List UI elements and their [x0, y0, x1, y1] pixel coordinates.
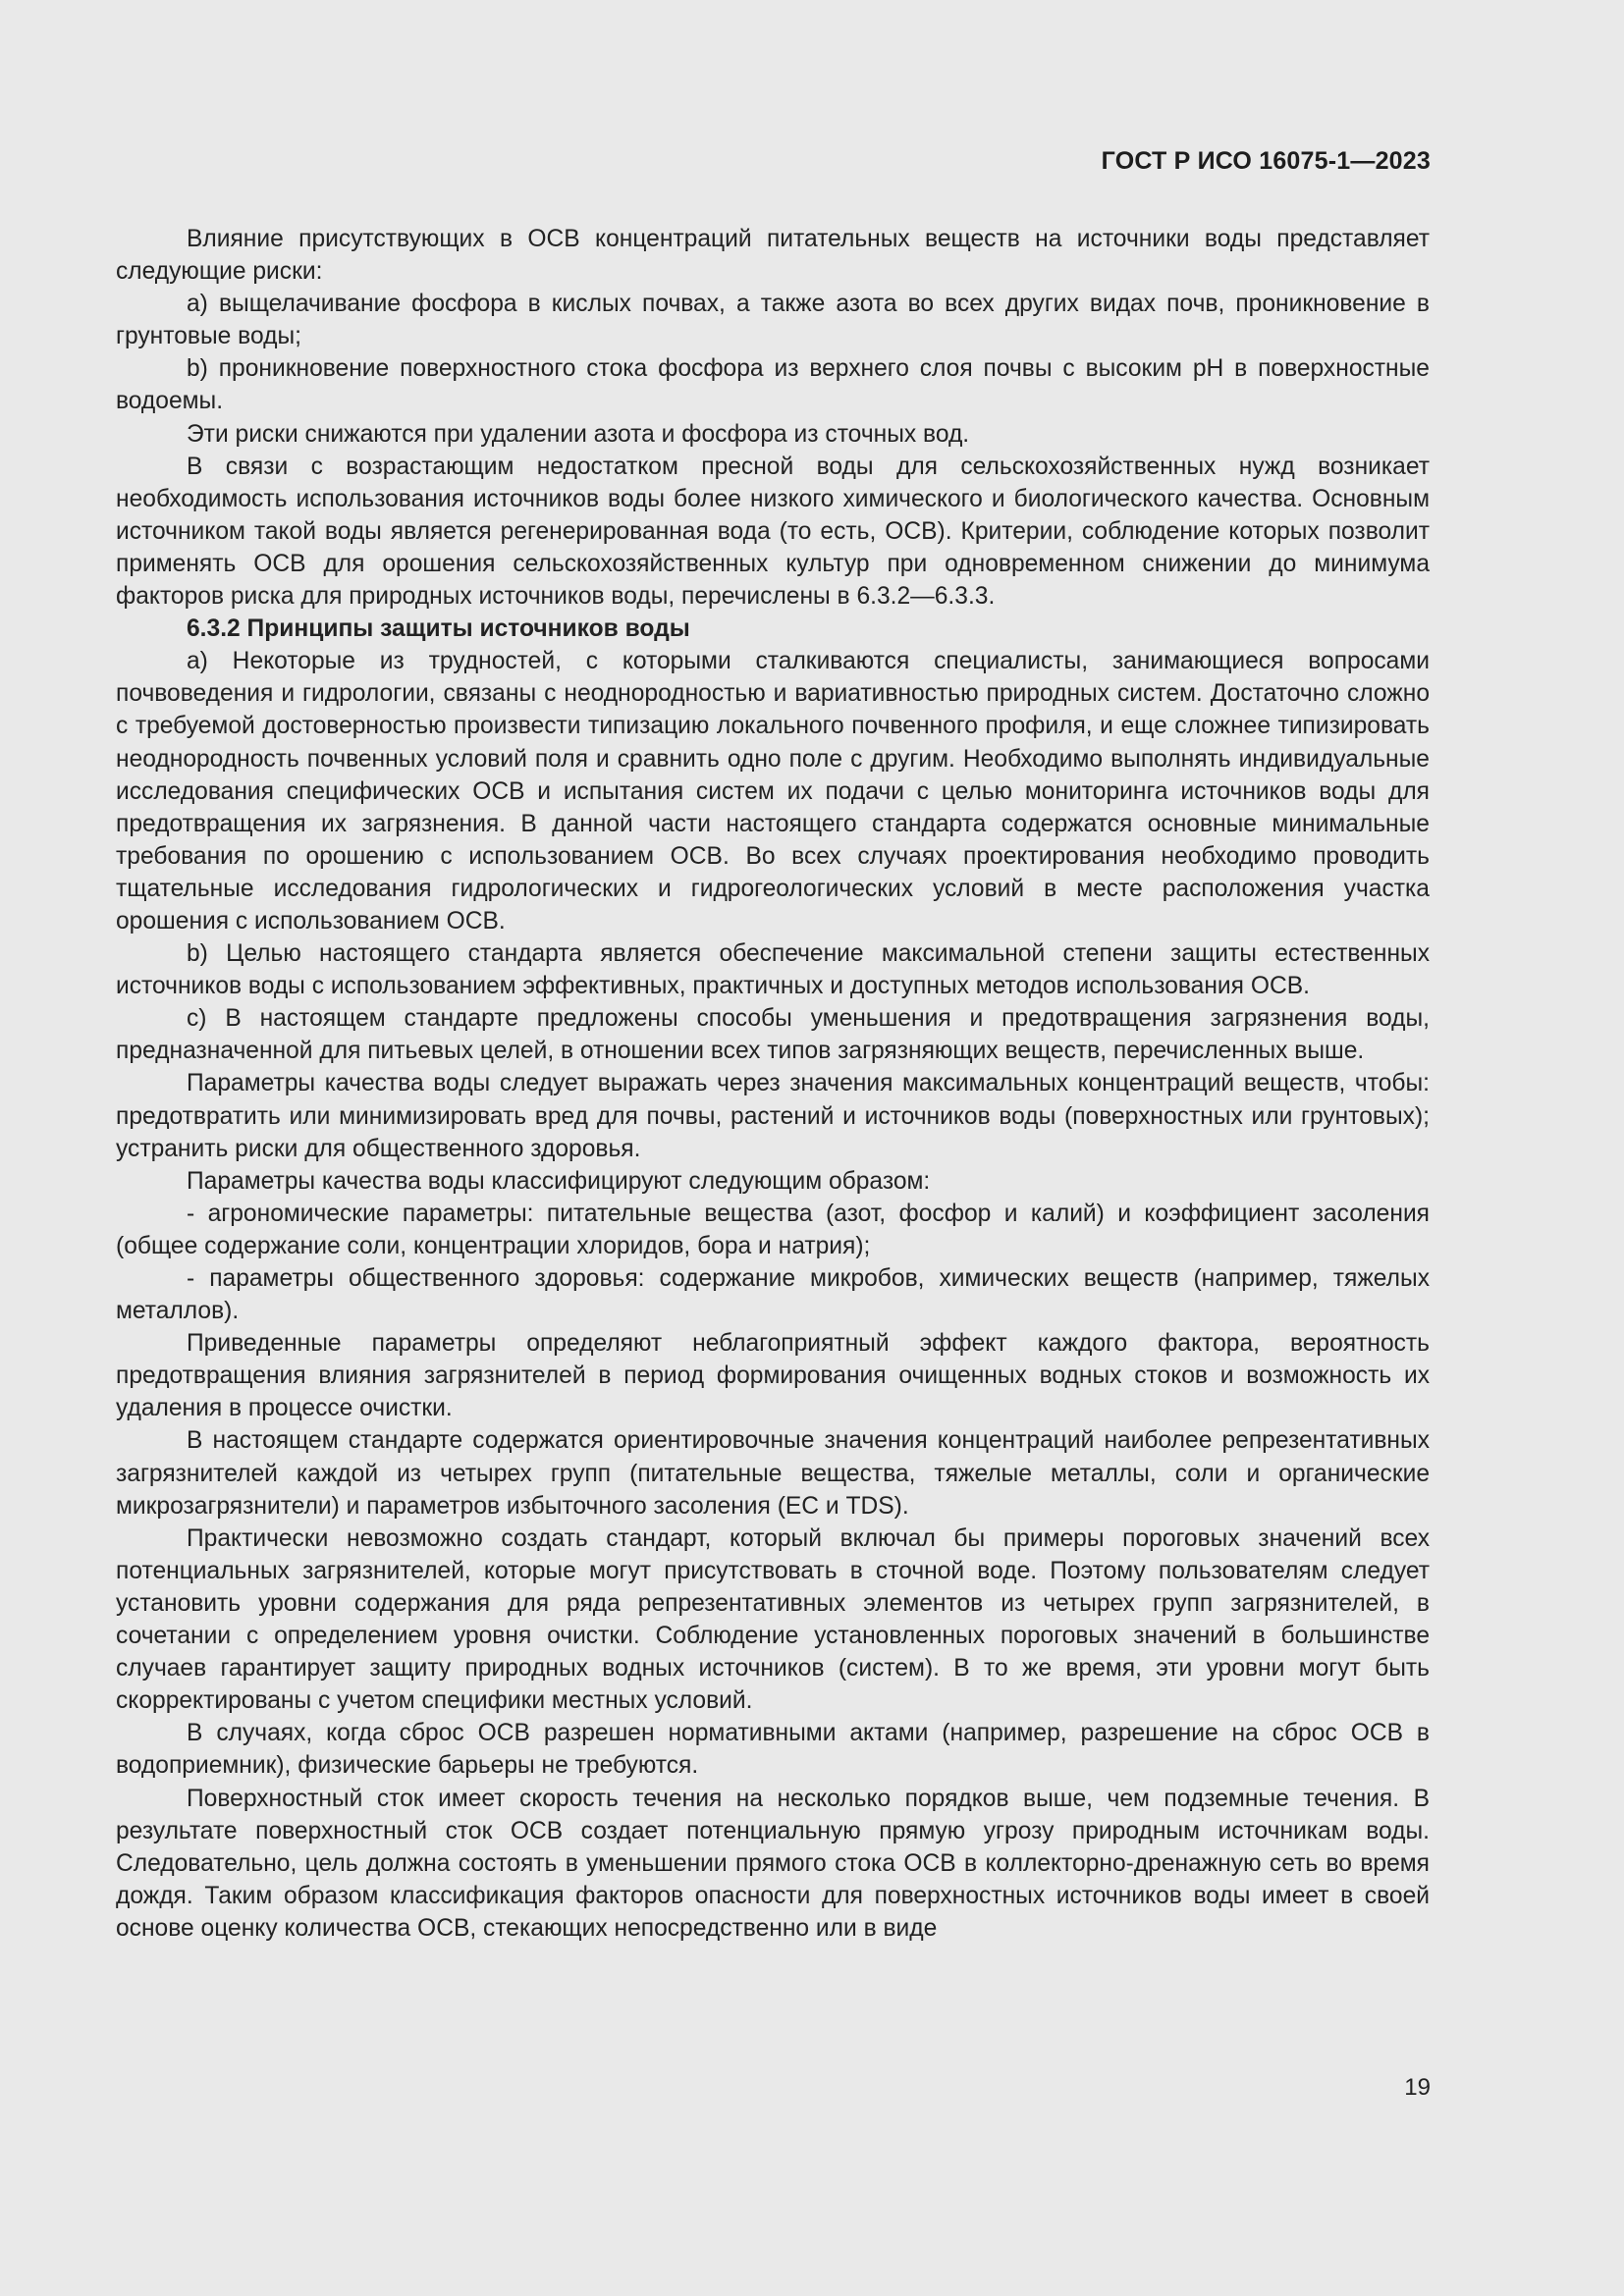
- paragraph: Практически невозможно создать стандарт, который включал бы примеры пороговых значений всех потенциальных загрязнителей, которые могут присутствовать в сточной воде. Поэтому пользователям следует установить уровни содержания для ряда репрезентативных элементов из четырех групп загрязнителей, в сочетании с определением уровня очистки. Соблюдение установленных пороговых значений в большинстве случаев гарантирует защиту природных водных источников (систем). В то же время, эти уровни могут быть скорректированы с учетом специфики местных условий.: [116, 1524, 1430, 1715]
- list-item-c: с) В настоящем стандарте предложены способы уменьшения и предотвращения загрязнения воды, предназначенной для питьевых целей, в отношении всех типов загрязняющих веществ, перечисленных выше.: [116, 1005, 1430, 1065]
- paragraph-intro: Влияние присутствующих в ОСВ концентраций питательных веществ на источники воды представляет следующие риски:: [116, 226, 1430, 286]
- list-item-b: b) Целью настоящего стандарта является обеспечение максимальной степени защиты естественных источников воды с использованием эффективных, практичных и доступных методов использования ОСВ.: [116, 940, 1430, 1000]
- paragraph: Параметры качества воды классифицируют следующим образом:: [187, 1167, 931, 1195]
- paragraph: В связи с возрастающим недостатком пресной воды для сельскохозяйственных нужд возникает необходимость использования источников воды более низкого химического и биологического качества. Основным источником такой воды является регенерированная вода (то есть, ОСВ). Критерии, соблюдение которых позволит применять ОСВ для орошения сельскохозяйственных культур при одновременном снижении до минимума факторов риска для природных источников воды, перечислены в 6.3.2—6.3.3.: [116, 453, 1430, 611]
- dash-list-item: - агрономические параметры: питательные вещества (азот, фосфор и калий) и коэффициент засоления (общее содержание соли, концентрации хлоридов, бора и натрия);: [116, 1200, 1430, 1259]
- list-item-a: а) Некоторые из трудностей, с которыми сталкиваются специалисты, занимающиеся вопросами почвоведения и гидрологии, связаны с неоднородностью и вариативностью природных систем. Достаточно сложно с требуемой достоверностью произвести типизацию локального почвенного профиля, и еще сложнее типизировать неоднородность почвенных условий поля и сравнить одно поле с другим. Необходимо выполнять индивидуальные исследования специфических ОСВ и испытания систем их подачи с целью мониторинга источников воды для предотвращения их загрязнения. В данной части настоящего стандарта содержатся основные минимальные требования по орошению с использованием ОСВ. Во всех случаях проектирования необходимо проводить тщательные исследования гидрологических и гидрогеологических условий в месте расположения участка орошения с использованием ОСВ.: [116, 648, 1430, 934]
- paragraph: Приведенные параметры определяют неблагоприятный эффект каждого фактора, вероятность предотвращения влияния загрязнителей в период формирования очищенных водных стоков и возможность их удаления в процессе очистки.: [116, 1330, 1430, 1422]
- page-number: 19: [1404, 2074, 1431, 2101]
- paragraph: Параметры качества воды следует выражать через значения максимальных концентраций веществ, чтобы: предотвратить или минимизировать вред для почвы, растений и источников воды (поверхностных или грунтовых); устранить риски для общественного здоровья.: [116, 1070, 1430, 1162]
- paragraph: Эти риски снижаются при удалении азота и фосфора из сточных вод.: [187, 420, 970, 448]
- list-item-a: а) выщелачивание фосфора в кислых почвах, а также азота во всех других видах почв, проникновение в грунтовые воды;: [116, 291, 1430, 350]
- paragraph: В настоящем стандарте содержатся ориентировочные значения концентраций наиболее репрезентативных загрязнителей каждой из четырех групп (питательные вещества, тяжелые металлы, соли и органические микрозагрязнители) и параметров избыточного засоления (ЕС и TDS).: [116, 1427, 1430, 1520]
- paragraph: В случаях, когда сброс ОСВ разрешен нормативными актами (например, разрешение на сброс ОСВ в водоприемник), физические барьеры не требуются.: [116, 1720, 1430, 1780]
- section-heading: 6.3.2 Принципы защиты источников воды: [187, 615, 690, 643]
- list-item-b: b) проникновение поверхностного стока фосфора из верхнего слоя почвы с высоким pH в поверхностные водоемы.: [116, 355, 1430, 415]
- dash-list-item: - параметры общественного здоровья: содержание микробов, химических веществ (например, тяжелых металлов).: [116, 1265, 1430, 1325]
- document-header: ГОСТ Р ИСО 16075-1—2023: [1101, 147, 1431, 175]
- paragraph: Поверхностный сток имеет скорость течения на несколько порядков выше, чем подземные течения. В результате поверхностный сток ОСВ создает потенциальную прямую угрозу природным источникам воды. Следовательно, цель должна состоять в уменьшении прямого стока ОСВ в коллекторно-дренажную сеть во время дождя. Таким образом классификация факторов опасности для поверхностных источников воды имеет в своей основе оценку количества ОСВ, стекающих непосредственно или в виде: [116, 1785, 1430, 1942]
- document-body: [116, 223, 1430, 1945]
